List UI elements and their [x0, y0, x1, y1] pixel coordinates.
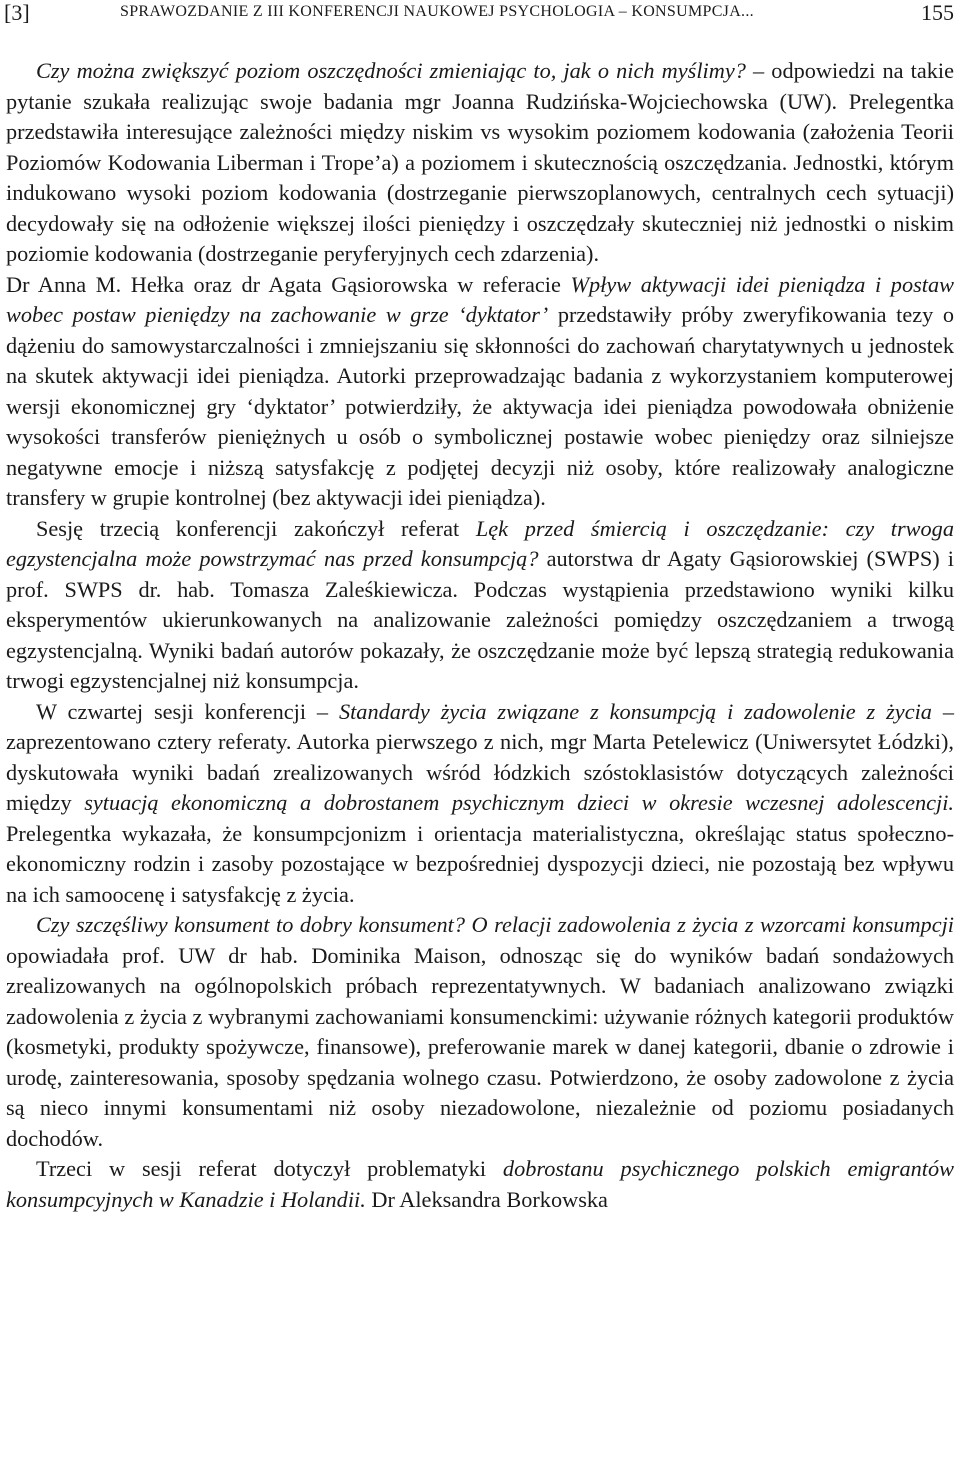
session-title: Standardy życia związane z konsumpcją i zadowolenie z życia — [338, 698, 932, 724]
talk-title: Lęk przed śmiercią i oszczędzanie: czy trwoga egzystencjalna może powstrzymać nas przed konsumpcją? — [6, 515, 954, 571]
paragraph-text: – zaprezentowano cztery referaty. Autorka pierwszego z nich, mgr Marta Petelewicz (Uniwersytet Łódzki), dyskutowała wyniki badań zrealizowanych wśród łódzkich szóstoklasistów dotyczących zależności między — [6, 698, 954, 815]
paragraph-text: autorstwa dr Agaty Gąsiorowskiej (SWPS) i prof. SWPS dr. hab. Tomasza Zaleśkiewicza. Podczas wystąpienia przedstawiono wyniki kilku eksperymentów ukierunkowanych na analizowanie zależności pomiędzy oszczędzaniem a trwogą egzystencjalną. Wyniki badań autorów pokazały, że oszczędzanie może być lepszą strategią redukowania trwogi egzystencjalnej niż konsumpcja. — [6, 546, 954, 693]
paragraph-text: Prelegentka wykazała, że konsumpcjonizm i orientacja materialistyczna, określając status społeczno-ekonomiczny rodzin i zasoby pozostające w bezpośredniej dyspozycji dzieci, nie pozostają bez wpływu na ich samoocenę i satysfakcję z życia. — [6, 820, 954, 907]
paragraph-5 — [6, 910, 954, 1154]
page-header — [0, 0, 960, 30]
paragraph-4 — [6, 697, 954, 911]
paragraph-text: – odpowiedzi na takie pytanie szukała realizując swoje badania mgr Joanna Rudzińska-Wojciechowska (UW). Prelegentka przedstawiła interesujące zależności między niskim vs wysokim poziomem kodowania (założenia Teorii Poziomów Kodowania Liberman i Trope’a) a poziomem i skutecznością oszczędzania. Jednostki, którym indukowano wysoki poziom kodowania (dostrzeganie pierwszoplanowych, centralnych cech sytuacji) decydowały się na odłożenie większej ilości pieniędzy i oszczędzały skuteczniej niż jednostki o niskim poziomie kodowania (dostrzeganie peryferyjnych cech zdarzenia). — [6, 58, 954, 266]
running-title: SPRAWOZDANIE Z III KONFERENCJI NAUKOWEJ PSYCHOLOGIA – KONSUMPCJA... — [120, 3, 754, 20]
section-number: [3] — [4, 0, 30, 25]
body-text — [6, 56, 954, 1215]
paragraph-2 — [6, 270, 954, 514]
paragraph-text: W czwartej sesji konferencji – — [36, 698, 339, 724]
paragraph-1 — [6, 56, 954, 270]
paragraph-text: Trzeci w sesji referat dotyczył problematyki — [36, 1156, 503, 1181]
paragraph-3 — [6, 514, 954, 697]
paragraph-text: Dr Anna M. Hełka oraz dr Agata Gąsiorowska w referacie — [6, 271, 571, 297]
page-number: 155 — [921, 0, 954, 25]
talk-title: dobrostanu psychicznego polskich emigrantów konsumpcyjnych w Kanadzie i Holandii. — [6, 1156, 954, 1212]
talk-title: Czy szczęśliwy konsument to dobry konsument? O relacji zadowolenia z życia z wzorcami konsumpcji — [36, 912, 954, 937]
paragraph-text: Dr Aleksandra Borkowska — [365, 1186, 608, 1212]
talk-title: Czy można zwiększyć poziom oszczędności zmieniając to, jak o nich myślimy? — [36, 58, 746, 83]
talk-title: sytuacją ekonomiczną a dobrostanem psychicznym dzieci w okresie wczesnej adolescencji. — [84, 790, 954, 815]
paragraph-text: Sesję trzecią konferencji zakończył referat — [36, 515, 476, 541]
talk-title: Wpływ aktywacji idei pieniądza i postaw wobec postaw pieniędzy na zachowanie w grze ‘dyktator’ — [6, 271, 955, 327]
paragraph-text: przedstawiły próby zweryfikowania tezy o dążeniu do samowystarczalności i zmniejszaniu się skłonności do zachowań charytatywnych u jednostek na skutek aktywacji idei pieniądza. Autorki przeprowadzając badania z wykorzystaniem komputerowej wersji ekonomicznej gry ‘dyktator’ potwierdziły, że aktywacja idei pieniądza powodowała obniżenie wysokości transferów pieniężnych u osób o symbolicznej postawie wobec pieniędzy oraz silniejsze negatywne emocje i niższą satysfakcję z podjętej decyzji niż osoby, które realizowały analogiczne transfery w grupie kontrolnej (bez aktywacji idei pieniądza). — [6, 302, 954, 510]
paragraph-text: opowiadała prof. UW dr hab. Dominika Maison, odnosząc się do wyników badań sondażowych zrealizowanych na ogólnopolskich próbach reprezentatywnych. W badaniach analizowano związki zadowolenia z życia z wybranymi zachowaniami konsumenckimi: używanie różnych kategorii produktów (kosmetyki, produkty spożywcze, finansowe), preferowanie marek w danej kategorii, dbanie o zdrowie i urodę, zainteresowania, sposoby spędzania wolnego czasu. Potwierdzono, że osoby zadowolone z życia są nieco innymi konsumentami niż osoby niezadowolone, niezależnie od poziomu posiadanych dochodów. — [6, 942, 954, 1151]
paragraph-6 — [6, 1154, 954, 1215]
